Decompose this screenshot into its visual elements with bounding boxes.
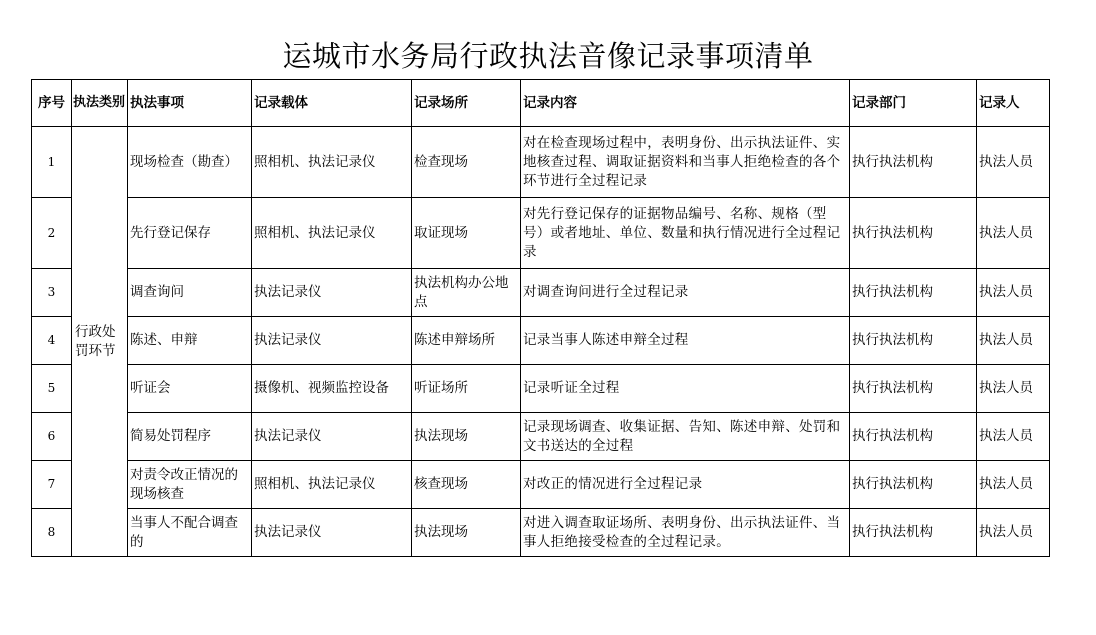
cell-content: 对调查询问进行全过程记录 <box>521 269 850 317</box>
header-item: 执法事项 <box>128 80 252 127</box>
cell-dept: 执行执法机构 <box>850 269 977 317</box>
record-table <box>31 79 1050 557</box>
cell-category: 行政处罚环节 <box>72 127 128 557</box>
header-carrier: 记录载体 <box>252 80 412 127</box>
cell-content: 对在检查现场过程中，表明身份、出示执法证件、实地核查过程、调取证据资料和当事人拒绝检查的各个环节进行全过程记录 <box>521 127 850 198</box>
page-title: 运城市水务局行政执法音像记录事项清单 <box>282 39 814 73</box>
table-row <box>32 317 1050 365</box>
cell-seq: 2 <box>32 198 72 269</box>
header-place: 记录场所 <box>412 80 521 127</box>
cell-seq: 5 <box>32 365 72 413</box>
header-row <box>32 80 1050 127</box>
cell-content: 记录现场调查、收集证据、告知、陈述申辩、处罚和文书送达的全过程 <box>521 413 850 461</box>
cell-person: 执法人员 <box>977 269 1050 317</box>
cell-content: 对改正的情况进行全过程记录 <box>521 461 850 509</box>
cell-content: 对进入调查取证场所、表明身份、出示执法证件、当事人拒绝接受检查的全过程记录。 <box>521 509 850 557</box>
table-row <box>32 461 1050 509</box>
cell-item: 当事人不配合调查的 <box>128 509 252 557</box>
cell-dept: 执行执法机构 <box>850 127 977 198</box>
cell-dept: 执行执法机构 <box>850 509 977 557</box>
cell-seq: 8 <box>32 509 72 557</box>
cell-carrier: 执法记录仪 <box>252 269 412 317</box>
cell-seq: 1 <box>32 127 72 198</box>
cell-dept: 执行执法机构 <box>850 413 977 461</box>
cell-place: 执法现场 <box>412 413 521 461</box>
cell-person: 执法人员 <box>977 127 1050 198</box>
cell-carrier: 照相机、执法记录仪 <box>252 461 412 509</box>
cell-person: 执法人员 <box>977 509 1050 557</box>
table-row <box>32 509 1050 557</box>
header-category: 执法类别 <box>72 80 128 127</box>
cell-place: 取证现场 <box>412 198 521 269</box>
cell-place: 核查现场 <box>412 461 521 509</box>
cell-person: 执法人员 <box>977 365 1050 413</box>
cell-seq: 4 <box>32 317 72 365</box>
header-dept: 记录部门 <box>850 80 977 127</box>
cell-place: 执法机构办公地点 <box>412 269 521 317</box>
cell-person: 执法人员 <box>977 317 1050 365</box>
table-row <box>32 127 1050 198</box>
cell-seq: 7 <box>32 461 72 509</box>
cell-item: 先行登记保存 <box>128 198 252 269</box>
cell-carrier: 摄像机、视频监控设备 <box>252 365 412 413</box>
cell-dept: 执行执法机构 <box>850 365 977 413</box>
cell-carrier: 执法记录仪 <box>252 317 412 365</box>
cell-item: 现场检查（勘查） <box>128 127 252 198</box>
cell-person: 执法人员 <box>977 198 1050 269</box>
cell-content: 记录听证全过程 <box>521 365 850 413</box>
table-row <box>32 269 1050 317</box>
cell-place: 陈述申辩场所 <box>412 317 521 365</box>
cell-place: 检查现场 <box>412 127 521 198</box>
cell-place: 执法现场 <box>412 509 521 557</box>
cell-item: 听证会 <box>128 365 252 413</box>
cell-seq: 3 <box>32 269 72 317</box>
header-content: 记录内容 <box>521 80 850 127</box>
header-seq: 序号 <box>32 80 72 127</box>
cell-dept: 执行执法机构 <box>850 461 977 509</box>
cell-item: 调查询问 <box>128 269 252 317</box>
cell-person: 执法人员 <box>977 461 1050 509</box>
cell-content: 对先行登记保存的证据物品编号、名称、规格（型号）或者地址、单位、数量和执行情况进行全过程记录 <box>521 198 850 269</box>
cell-place: 听证场所 <box>412 365 521 413</box>
cell-content: 记录当事人陈述申辩全过程 <box>521 317 850 365</box>
cell-person: 执法人员 <box>977 413 1050 461</box>
cell-item: 陈述、申辩 <box>128 317 252 365</box>
cell-item: 简易处罚程序 <box>128 413 252 461</box>
cell-dept: 执行执法机构 <box>850 317 977 365</box>
table-row <box>32 413 1050 461</box>
cell-item: 对责令改正情况的现场核查 <box>128 461 252 509</box>
table-row <box>32 198 1050 269</box>
table-row <box>32 365 1050 413</box>
cell-carrier: 照相机、执法记录仪 <box>252 127 412 198</box>
cell-carrier: 照相机、执法记录仪 <box>252 198 412 269</box>
header-person: 记录人 <box>977 80 1050 127</box>
cell-carrier: 执法记录仪 <box>252 509 412 557</box>
cell-carrier: 执法记录仪 <box>252 413 412 461</box>
cell-dept: 执行执法机构 <box>850 198 977 269</box>
cell-seq: 6 <box>32 413 72 461</box>
